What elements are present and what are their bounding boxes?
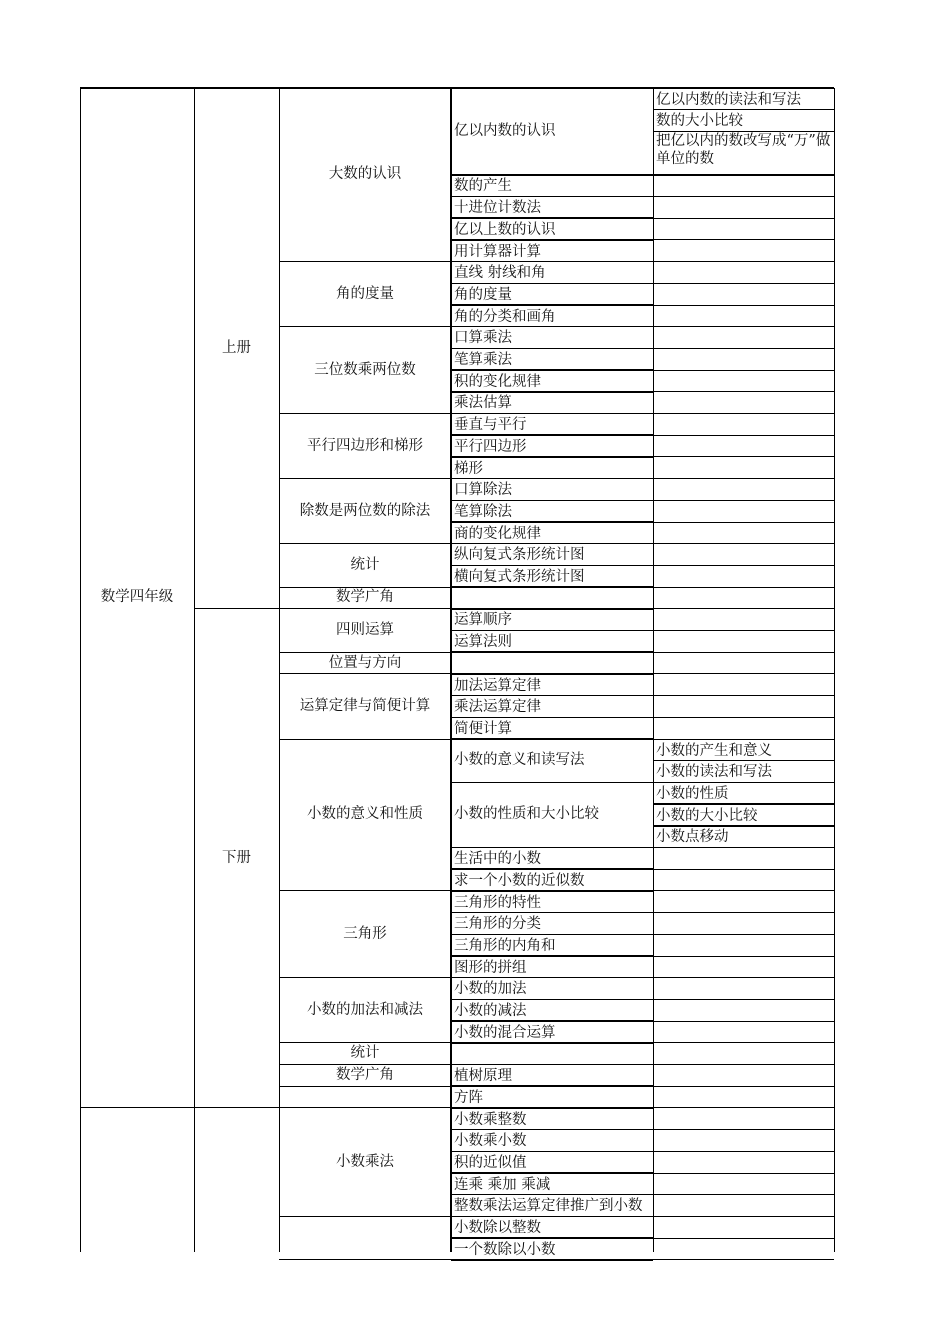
lesson-cell: 简便计算 [454, 720, 512, 737]
grid-line-h [653, 956, 834, 957]
grade-cell: 数学四年级 [100, 589, 174, 606]
grid-line-h [653, 1107, 834, 1108]
unit-cell: 平行四边形和梯形 [307, 437, 423, 454]
lesson-cell: 小数乘整数 [454, 1111, 527, 1128]
sub-topic-cell: 数的大小比较 [656, 113, 743, 130]
grid-line-h [653, 630, 834, 631]
grid-line-h [653, 370, 834, 371]
grid-line-h [653, 218, 834, 219]
lesson-cell: 积的变化规律 [454, 373, 541, 390]
lesson-cell: 生活中的小数 [454, 851, 541, 868]
lesson-cell: 十进位计数法 [454, 200, 541, 217]
grid-line-h [653, 283, 834, 284]
grid-line-h [653, 413, 834, 414]
lesson-cell: 笔算乘法 [454, 352, 512, 369]
volume-cell: 上册 [222, 339, 251, 356]
grid-line-h [279, 1259, 451, 1260]
lesson-cell [451, 1043, 653, 1065]
grid-line-h [653, 478, 834, 479]
lesson-cell: 乘法运算定律 [454, 699, 541, 716]
unit-cell: 三角形 [343, 925, 387, 942]
unit-cell: 运算定律与简便计算 [299, 697, 431, 714]
lesson-cell: 亿以内数的认识 [454, 122, 556, 139]
lesson-cell: 加法运算定律 [454, 677, 541, 694]
grid-line-h [653, 239, 834, 240]
grid-line-h [653, 1216, 834, 1217]
lesson-cell: 积的近似值 [454, 1154, 527, 1171]
lesson-cell: 小数的性质和大小比较 [454, 806, 599, 823]
lesson-cell: 纵向复式条形统计图 [454, 547, 585, 564]
sub-topic-cell: 小数的性质 [656, 786, 729, 803]
unit-cell: 三位数乘两位数 [314, 361, 416, 378]
lesson-cell: 运算法则 [454, 634, 512, 651]
grid-line-h [653, 869, 834, 870]
unit-cell: 小数的加法和减法 [307, 1001, 423, 1018]
grid-line-v [834, 88, 835, 1252]
grid-line-h [653, 1021, 834, 1022]
sub-topic-cell: 小数的读法和写法 [656, 764, 772, 781]
unit-cell [279, 1086, 451, 1108]
lesson-cell: 直线 射线和角 [454, 265, 546, 282]
grid-line-h [653, 391, 834, 392]
grid-line-h [653, 565, 834, 566]
lesson-cell: 梯形 [454, 460, 483, 477]
grid-line-h [653, 348, 834, 349]
grid-line-h [653, 1259, 834, 1260]
lesson-cell: 商的变化规律 [454, 525, 541, 542]
lesson-cell: 小数的意义和读写法 [454, 752, 585, 769]
unit-cell: 统计 [350, 1045, 380, 1062]
grid-line-h [653, 934, 834, 935]
grid-line-h [653, 1042, 834, 1043]
grid-line-h [653, 890, 834, 891]
unit-cell: 位置与方向 [328, 654, 402, 671]
lesson-cell: 角的分类和画角 [454, 308, 556, 325]
volume-cell: 下册 [222, 849, 251, 866]
grid-line-h [653, 326, 834, 327]
grid-line-h [653, 977, 834, 978]
unit-cell: 数学广角 [336, 589, 394, 606]
lesson-cell: 口算除法 [454, 482, 512, 499]
grid-line-h [653, 435, 834, 436]
lesson-cell: 平行四边形 [454, 438, 527, 455]
grid-line-h [653, 1086, 834, 1087]
lesson-cell: 小数的加法 [454, 981, 527, 998]
grid-line-h [653, 912, 834, 913]
grid-line-v [80, 88, 81, 1252]
grid-line-h [653, 717, 834, 718]
lesson-cell: 连乘 乘加 乘减 [454, 1176, 551, 1193]
grid-line-h [653, 261, 834, 262]
unit-cell: 四则运算 [336, 621, 394, 638]
lesson-cell: 小数除以整数 [454, 1220, 541, 1237]
lesson-cell: 图形的拼组 [454, 959, 527, 976]
grid-line-h [653, 587, 834, 588]
unit-cell: 小数的意义和性质 [307, 806, 423, 823]
grid-line-h [653, 1151, 834, 1152]
lesson-cell: 求一个小数的近似数 [454, 872, 585, 889]
unit-cell: 小数乘法 [336, 1153, 394, 1170]
sub-topic-cell: 小数的大小比较 [656, 807, 758, 824]
grid-line-h [653, 196, 834, 197]
grid-line-h [653, 174, 834, 176]
grid-line-h [653, 1173, 834, 1174]
lesson-cell: 整数乘法运算定律推广到小数 [454, 1198, 643, 1215]
sub-topic-cell: 亿以内数的读法和写法 [656, 91, 801, 108]
grid-line-h [451, 1259, 653, 1261]
lesson-cell: 三角形的分类 [454, 916, 541, 933]
grid-line-h [653, 1064, 834, 1065]
grid-line-h [653, 543, 834, 544]
lesson-cell: 小数的减法 [454, 1003, 527, 1020]
grid-line-h [653, 305, 834, 306]
lesson-cell: 运算顺序 [454, 612, 512, 629]
lesson-cell: 小数的混合运算 [454, 1024, 556, 1041]
lesson-cell: 亿以上数的认识 [454, 221, 556, 238]
lesson-cell: 三角形的内角和 [454, 937, 556, 954]
lesson-cell: 乘法估算 [454, 395, 512, 412]
grid-line-h [653, 456, 834, 457]
lesson-cell: 角的度量 [454, 286, 512, 303]
lesson-cell: 口算乘法 [454, 330, 512, 347]
unit-cell: 统计 [350, 556, 380, 573]
grid-line-v [653, 88, 654, 1252]
lesson-cell: 数的产生 [454, 178, 512, 195]
grid-line-h [653, 695, 834, 696]
grid-line-v [194, 88, 195, 1252]
lesson-cell: 用计算器计算 [454, 243, 541, 260]
grid-line-h [653, 999, 834, 1000]
lesson-cell: 三角形的特性 [454, 894, 541, 911]
lesson-cell: 方阵 [454, 1089, 483, 1106]
lesson-cell: 笔算除法 [454, 503, 512, 520]
grid-line-h [653, 500, 834, 501]
grid-line-h [80, 1107, 194, 1108]
lesson-cell: 一个数除以小数 [454, 1241, 556, 1258]
lesson-cell: 横向复式条形统计图 [454, 569, 585, 586]
grid-line-h [653, 608, 834, 609]
grid-line-v [450, 88, 452, 1252]
unit-cell [279, 1216, 451, 1259]
grid-line-h [653, 1194, 834, 1195]
grid-line-h [653, 847, 834, 849]
lesson-cell: 植树原理 [454, 1068, 512, 1085]
unit-cell: 除数是两位数的除法 [299, 502, 431, 519]
unit-cell: 角的度量 [336, 285, 394, 302]
lesson-cell: 垂直与平行 [454, 417, 527, 434]
grid-line-v [279, 88, 280, 1252]
lesson-cell [451, 587, 653, 609]
grid-line-h [653, 1129, 834, 1130]
unit-cell: 数学广角 [336, 1066, 394, 1083]
unit-cell: 大数的认识 [328, 166, 402, 183]
grid-line-h [653, 673, 834, 674]
lesson-cell: 小数乘小数 [454, 1133, 527, 1150]
sub-topic-cell: 小数点移动 [656, 829, 729, 846]
grid-line-h [653, 652, 834, 653]
lesson-cell [451, 652, 653, 674]
grid-line-h [653, 522, 834, 523]
grid-line-h [194, 1107, 279, 1108]
sub-topic-cell: 把亿以内的数改写成“万”做单位的数 [656, 133, 831, 168]
sub-topic-cell: 小数的产生和意义 [656, 742, 772, 759]
grid-line-h [653, 1238, 834, 1239]
